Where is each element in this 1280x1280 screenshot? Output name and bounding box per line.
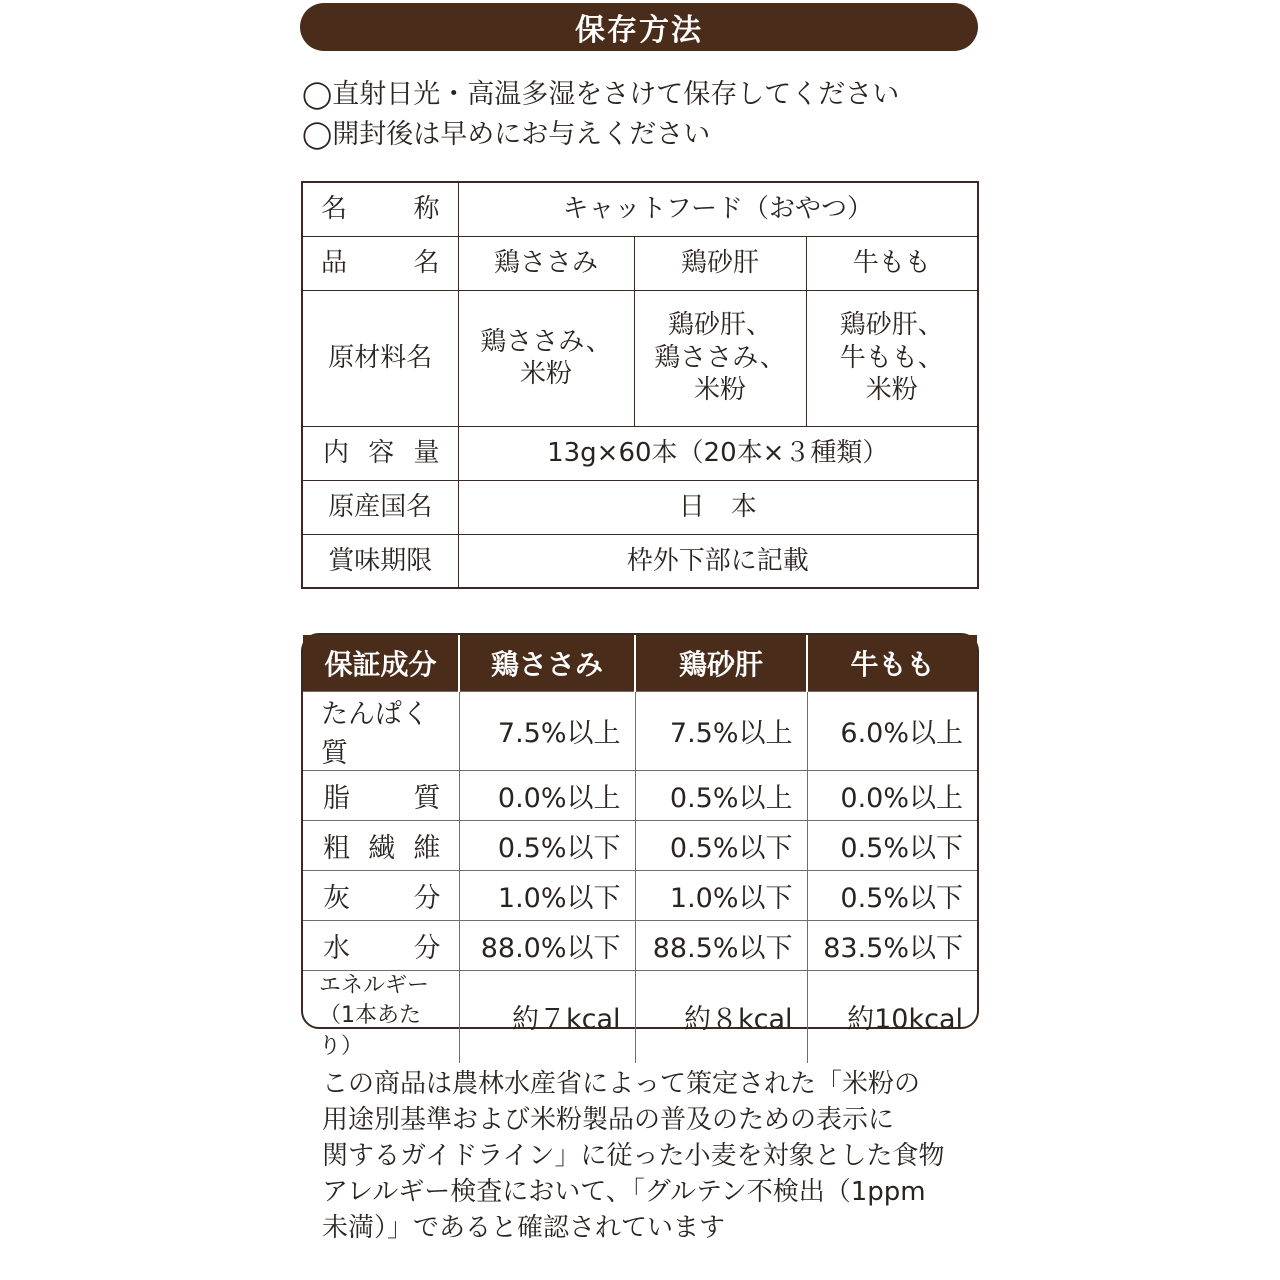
- nutrient-value: 6.0%以上: [807, 691, 977, 770]
- label-char: 分: [413, 932, 441, 964]
- label-char: 名: [413, 247, 440, 278]
- column-header: 牛もも: [807, 635, 977, 691]
- table-row: [303, 870, 977, 920]
- column-header: 保証成分: [303, 635, 459, 691]
- expiry-label: 賞味期限: [302, 534, 458, 588]
- ingredients-cell: [458, 290, 634, 426]
- ingredient: 米粉: [519, 359, 572, 389]
- table-row: [302, 480, 978, 534]
- table-row: [303, 920, 977, 970]
- product-info-table: [301, 181, 979, 589]
- label-char: 質: [413, 782, 441, 814]
- label-char: 分: [413, 882, 441, 914]
- nutrient-value: 1.0%以下: [635, 870, 807, 920]
- guaranteed-analysis-panel: [301, 633, 979, 1060]
- nutrient-label: [303, 770, 459, 820]
- energy-value: 約10kcal: [807, 970, 977, 1063]
- energy-value: 約８kcal: [635, 970, 807, 1063]
- label-char: 繊: [368, 832, 396, 864]
- label-char: 名: [321, 194, 348, 224]
- column-header: 鶏ささみ: [459, 635, 635, 691]
- label-char: 内: [323, 437, 350, 468]
- label-char: 脂: [323, 782, 350, 814]
- nutrient-value: 7.5%以上: [635, 691, 807, 770]
- ingredient: 米粉: [693, 375, 746, 406]
- storage-instruction: ◯直射日光・高温多湿をさけて保存してください: [302, 79, 900, 110]
- content-value: 13g×60本（20本×３種類）: [458, 426, 978, 480]
- product-name: 鶏砂肝: [634, 236, 806, 290]
- table-row: [302, 236, 978, 290]
- nutrient-label: [303, 920, 459, 970]
- storage-instruction: ◯開封後は早めにお与えください: [302, 119, 711, 150]
- table-header-row: [303, 635, 977, 691]
- ingredient: 牛もも、: [839, 342, 944, 373]
- content-label: [302, 426, 458, 480]
- nutrient-value: 0.5%以上: [635, 770, 807, 820]
- nutrient-label: [303, 870, 459, 920]
- nutrient-value: 0.5%以下: [807, 870, 977, 920]
- guaranteed-analysis-table: [303, 635, 977, 1063]
- nutrient-label: たんぱく質: [303, 691, 459, 770]
- nutrient-value: 0.5%以下: [807, 820, 977, 870]
- ingredient: 鶏ささみ、: [480, 326, 612, 357]
- nutrient-value: 0.5%以下: [635, 820, 807, 870]
- product-label: [302, 236, 458, 290]
- origin-label: 原産国名: [302, 480, 458, 534]
- label-char: 水: [323, 932, 350, 964]
- nutrient-value: 83.5%以下: [807, 920, 977, 970]
- nutrient-value: 0.0%以上: [807, 770, 977, 820]
- ingredient: 鶏砂肝、: [667, 310, 772, 341]
- ingredient: 鶏砂肝、: [839, 310, 944, 341]
- ingredient: 鶏ささみ、: [654, 342, 786, 373]
- notice-line: アレルギー検査において、「グルテン不検出（1ppm: [322, 1177, 926, 1207]
- expiry-value: 枠外下部に記載: [458, 534, 978, 588]
- notice-line: 未満）」であると確認されています: [322, 1213, 726, 1243]
- gluten-free-notice: [322, 1066, 962, 1246]
- ingredient: 米粉: [865, 375, 918, 406]
- energy-label-line: エネルギー: [319, 972, 430, 998]
- notice-line: 関するガイドライン」に従った小麦を対象とした食物: [322, 1141, 945, 1171]
- table-row: [302, 182, 978, 236]
- energy-label-line: （1本あたり）: [319, 1003, 421, 1060]
- energy-label: [303, 970, 459, 1063]
- nutrient-value: 88.0%以下: [459, 920, 635, 970]
- table-row: [302, 534, 978, 588]
- label-char: 維: [413, 832, 441, 864]
- label-char: 粗: [323, 832, 350, 864]
- notice-line: この商品は農林水産省によって策定された「米粉の: [322, 1069, 921, 1099]
- name-label: [302, 182, 458, 236]
- label-char: 品: [321, 247, 348, 278]
- table-row: [302, 290, 978, 426]
- origin-value: 日 本: [458, 480, 978, 534]
- table-row: [303, 970, 977, 1063]
- table-row: [303, 820, 977, 870]
- ingredients-cell: [634, 290, 806, 426]
- nutrient-value: 0.0%以上: [459, 770, 635, 820]
- name-value: キャットフード（おやつ）: [458, 182, 978, 236]
- nutrient-value: 0.5%以下: [459, 820, 635, 870]
- column-header: 鶏砂肝: [635, 635, 807, 691]
- label-char: 量: [413, 437, 440, 468]
- nutrient-value: 7.5%以上: [459, 691, 635, 770]
- nutrient-value: 1.0%以下: [459, 870, 635, 920]
- product-name: 鶏ささみ: [458, 236, 634, 290]
- label-char: 灰: [323, 882, 350, 914]
- ingredients-cell: [806, 290, 978, 426]
- ingredients-label: 原材料名: [302, 290, 458, 426]
- nutrient-value: 88.5%以下: [635, 920, 807, 970]
- nutrient-label: [303, 820, 459, 870]
- notice-line: 用途別基準および米粉製品の普及のための表示に: [322, 1105, 895, 1135]
- table-row: [303, 770, 977, 820]
- table-row: [302, 426, 978, 480]
- product-name: 牛もも: [806, 236, 978, 290]
- label-char: 容: [368, 437, 395, 468]
- label-char: 称: [413, 194, 440, 224]
- energy-value: 約７kcal: [459, 970, 635, 1063]
- storage-method-title: 保存方法: [300, 3, 978, 51]
- table-row: [303, 691, 977, 770]
